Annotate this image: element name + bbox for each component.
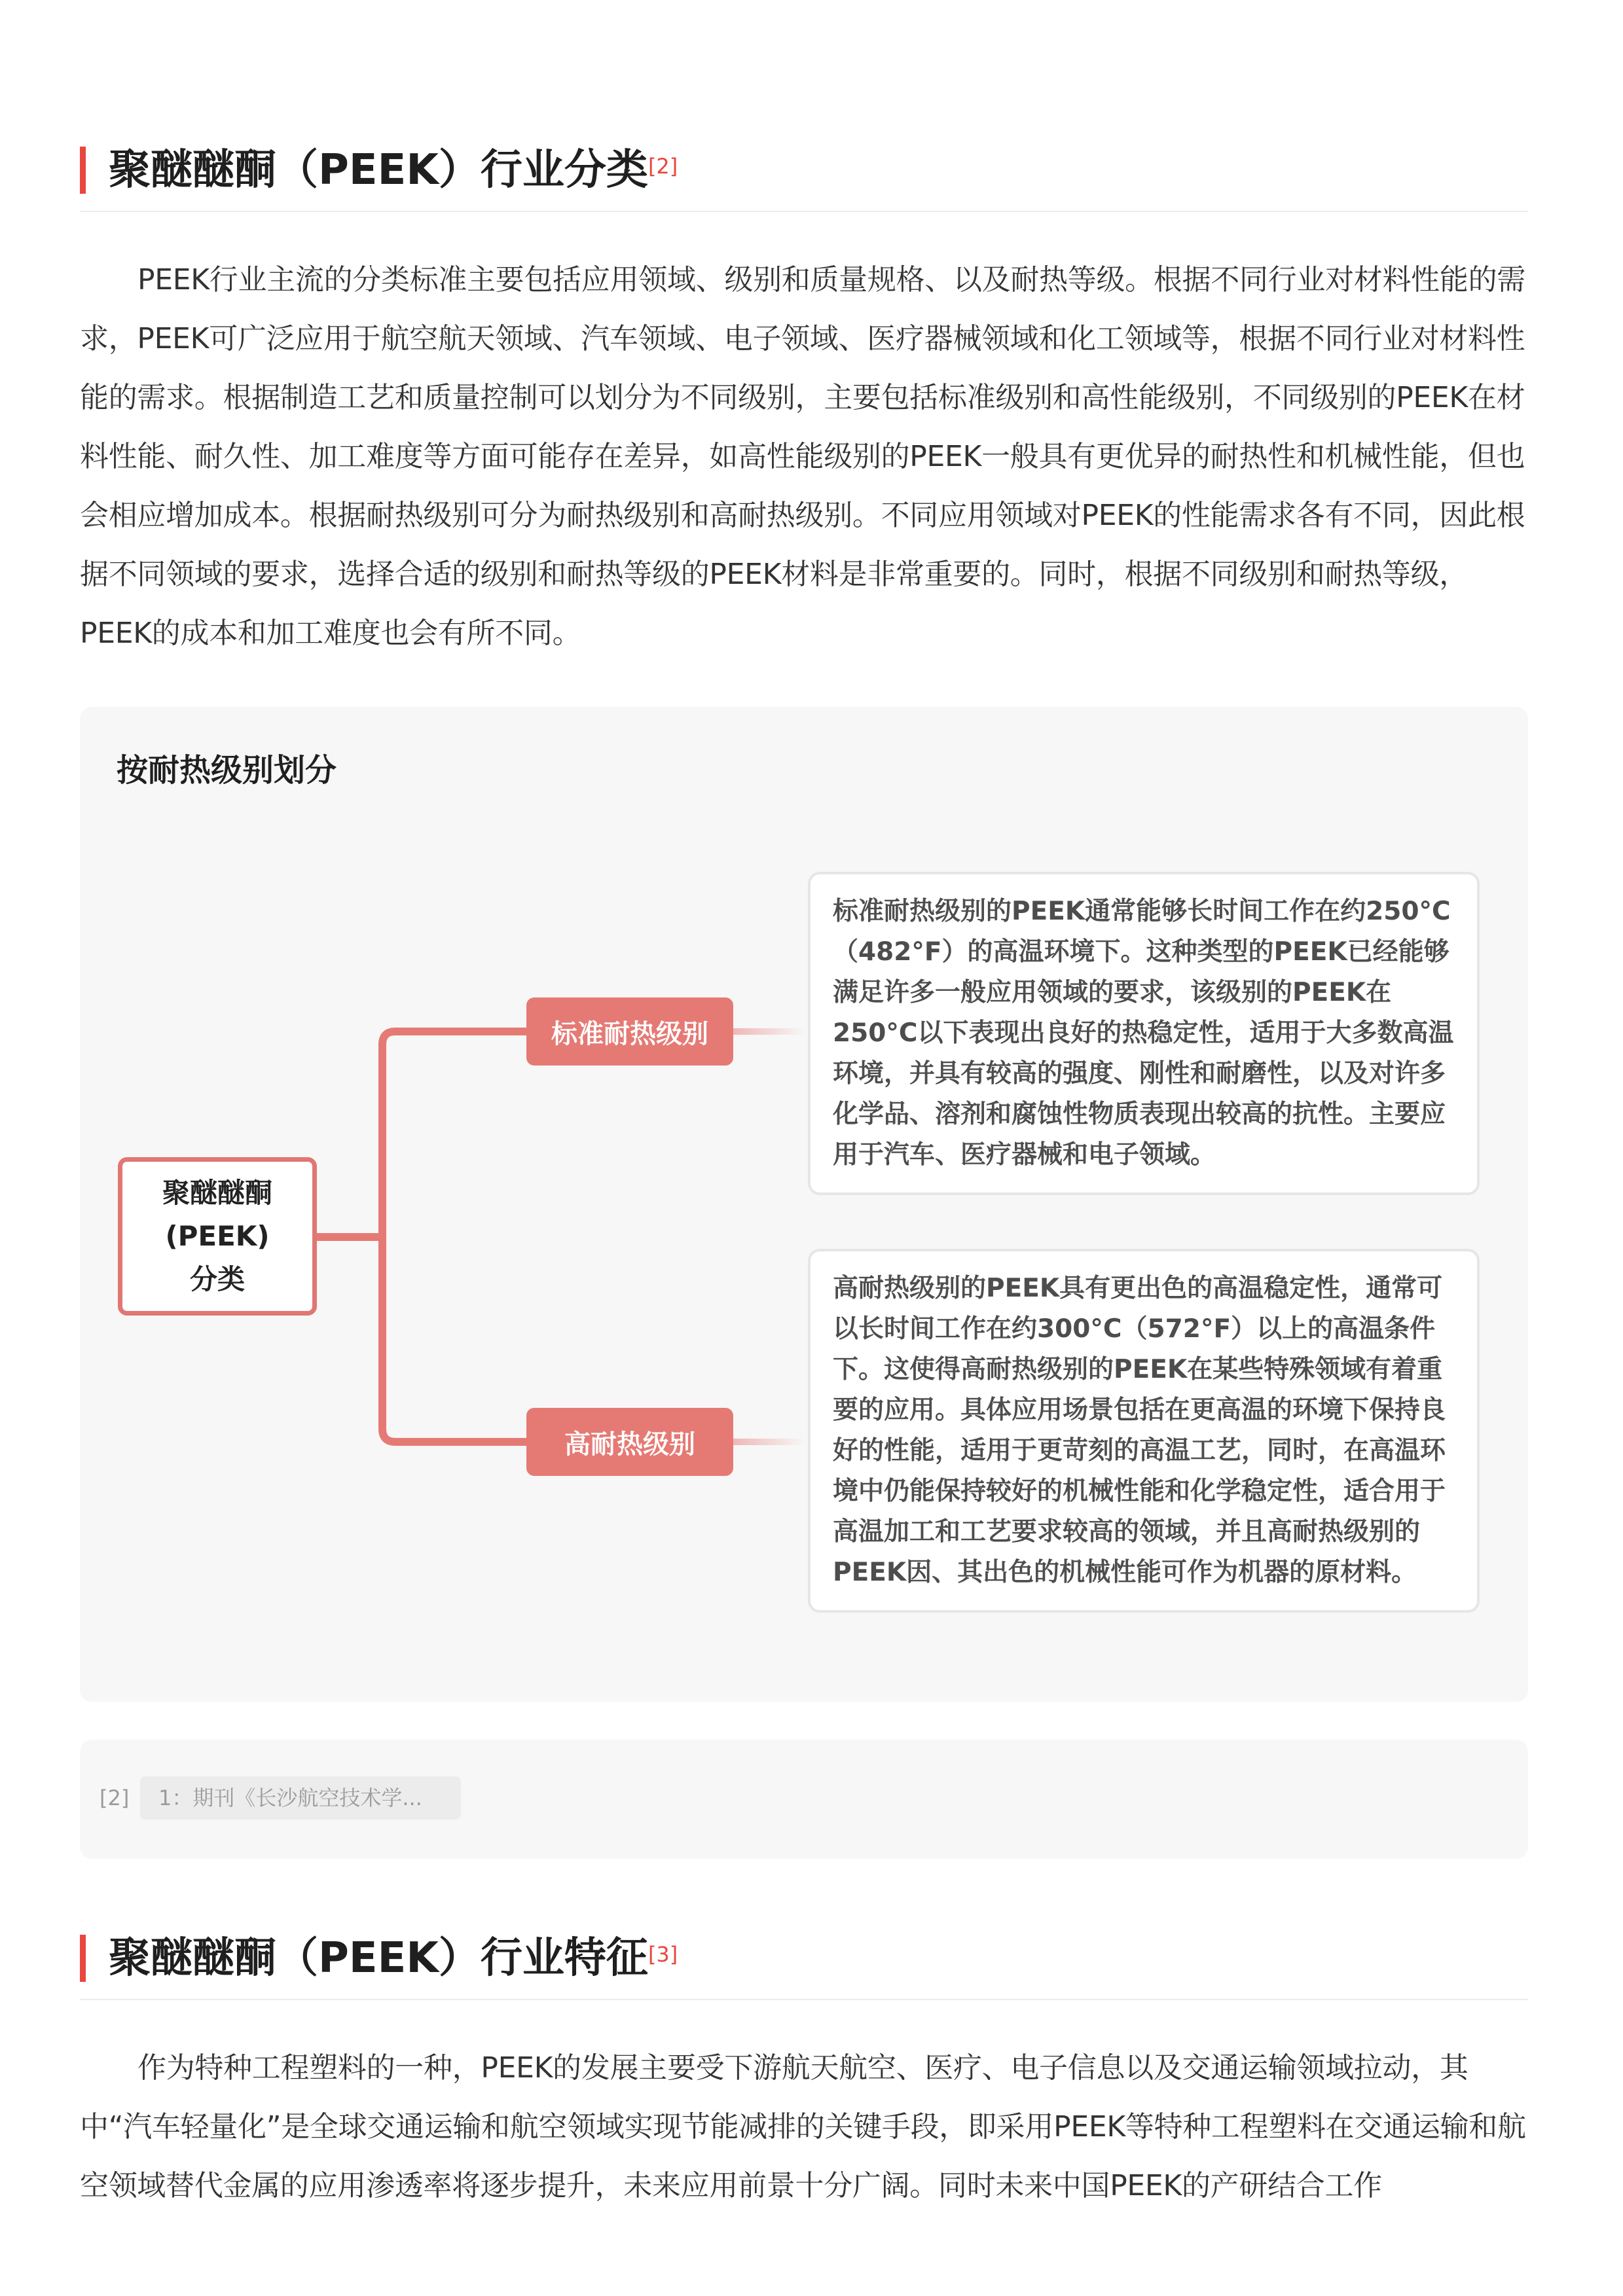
classification-paragraph: PEEK行业主流的分类标准主要包括应用领域、级别和质量规格、以及耐热等级。根据不同行业对材料性能的需求，PEEK可广泛应用于航空航天领域、汽车领域、电子领域、医疗器械领域和化工领域等，根据不同行业对材料性能的需求。根据制造工艺和质量控制可以划分为不同级别，主要包括标准级别和高性能级别，不同级别的PEEK在材料性能、耐久性、加工难度等方面可能存在差异，如高性能级别的PEEK一般具有更优异的耐热性和机械性能，但也会相应增加成本。根据耐热级别可分为耐热级别和高耐热级别。不同应用领域对PEEK的性能需求各有不同，因此根据不同领域的要求，选择合适的级别和耐热等级的PEEK材料是非常重要的。同时，根据不同级别和耐热等级，PEEK的成本和加工难度也会有所不同。 — [80, 263, 1525, 650]
branch-node-high: 高耐热级别 — [526, 1408, 733, 1476]
diagram-title: 按耐热级别划分 — [117, 752, 337, 789]
mindmap-root-node — [118, 1157, 317, 1316]
fade-line-top — [733, 1028, 805, 1035]
root-line-1: 聚醚醚酮 — [162, 1177, 272, 1209]
branch-connector-top — [382, 1031, 526, 1237]
branch-node-standard: 标准耐热级别 — [526, 997, 733, 1066]
root-line-3: 分类 — [189, 1263, 245, 1295]
heading-text: 聚醚醚酮（PEEK）行业特征 — [109, 1934, 648, 1982]
root-line-2: (PEEK) — [165, 1220, 270, 1252]
title-accent-bar — [80, 1935, 86, 1982]
reference-panel — [80, 1740, 1528, 1859]
characteristics-paragraph: 作为特种工程塑料的一种，PEEK的发展主要受下游航天航空、医疗、电子信息以及交通运输领域拉动，其中“汽车轻量化”是全球交通运输和航空领域实现节能减排的关键手段，即采用PEEK等特种工程塑料在交通运输和航空领域替代金属的应用渗透率将逐步提升，未来应用前景十分广阔。同时未来中国PEEK的产研结合工作 — [80, 2051, 1526, 2202]
heading-text: 聚醚醚酮（PEEK）行业分类 — [109, 146, 648, 194]
section-heading — [109, 1931, 678, 1986]
footnote-ref-link[interactable]: [2] — [647, 154, 678, 179]
branch-description-standard: 标准耐热级别的PEEK通常能够长时间工作在约250°C（482°F）的高温环境下。这种类型的PEEK已经能够满足许多一般应用领域的要求，该级别的PEEK在250°C以下表现出良好的热稳定性，适用于大多数高温环境，并具有较高的强度、刚性和耐磨性，以及对许多化学品、溶剂和腐蚀性物质表现出较高的抗性。主要应用于汽车、医疗器械和电子领域。 — [808, 872, 1480, 1195]
footnote-ref-link[interactable]: [3] — [647, 1942, 678, 1967]
reference-chip[interactable]: 1：期刊《长沙航空技术学... — [140, 1776, 461, 1820]
fade-line-bottom — [733, 1439, 805, 1445]
section-title-characteristics — [80, 1927, 1528, 2000]
section-title-classification — [80, 139, 1528, 212]
branch-description-high: 高耐热级别的PEEK具有更出色的高温稳定性，通常可以长时间工作在约300°C（572°F）以上的高温条件下。这使得高耐热级别的PEEK在某些特殊领域有着重要的应用。具体应用场景包括在更高温的环境下保持良好的性能，适用于更苛刻的高温工艺，同时，在高温环境中仍能保持较好的机械性能和化学稳定性，适合用于高温加工和工艺要求较高的领域，并且高耐热级别的PEEK因、其出色的机械性能可作为机器的原材料。 — [808, 1249, 1480, 1613]
section-heading — [109, 143, 678, 198]
classification-diagram-panel — [80, 707, 1528, 1702]
title-accent-bar — [80, 147, 86, 194]
branch-connector-bottom — [382, 1237, 526, 1442]
reference-number: [2] — [100, 1785, 130, 1810]
